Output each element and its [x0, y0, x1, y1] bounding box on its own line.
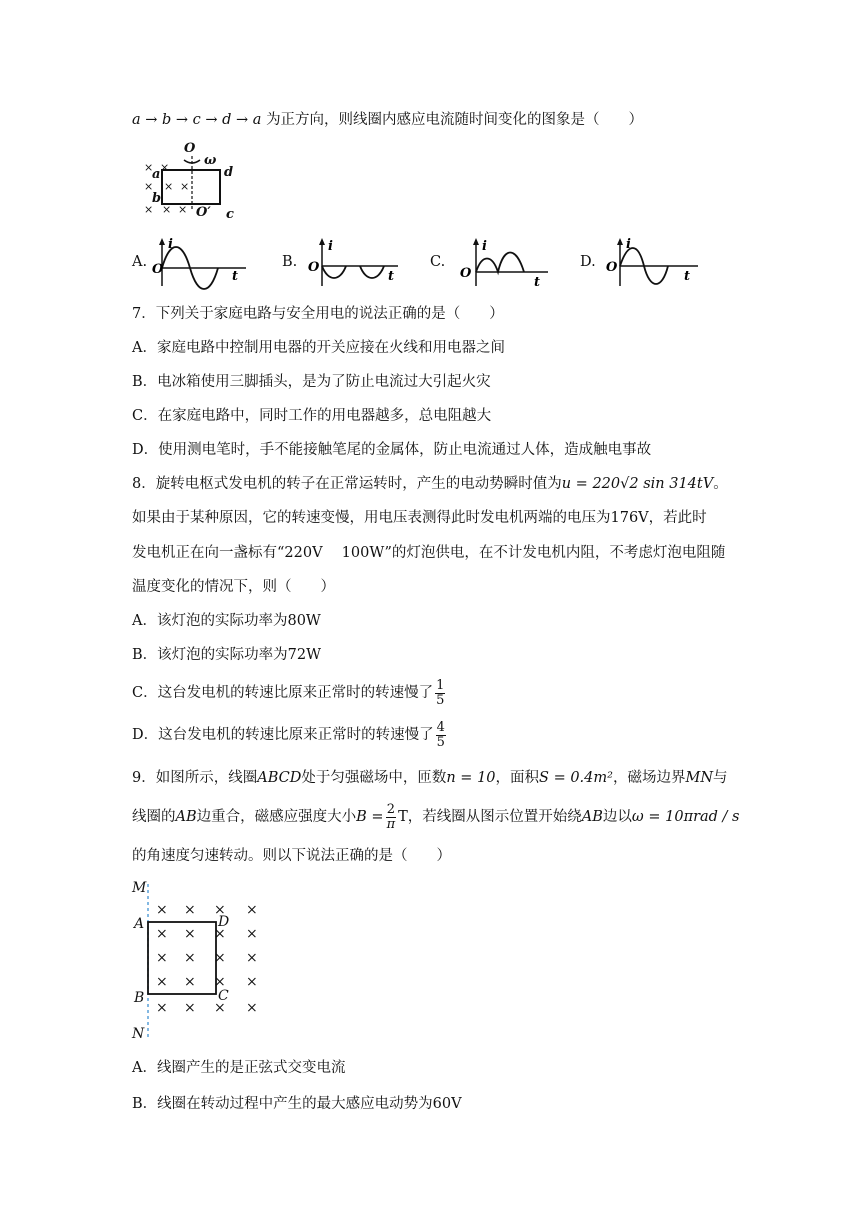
cross-mark: × [184, 1000, 196, 1016]
cross-mark: × [180, 180, 190, 193]
q8-line2: 如果由于某种原因，它的转速变慢，用电压表测得此时发电机两端的电压为176V，若此时 [132, 510, 707, 526]
option-label: D. [580, 254, 596, 270]
label-a: a [152, 167, 161, 182]
fraction: $\frac{4}{5}$ [436, 719, 445, 750]
svg-text:O: O [606, 260, 618, 275]
cross-mark: × [144, 180, 154, 193]
svg-text:O: O [460, 266, 472, 281]
q7-option-C[interactable]: C．在家庭电路中，同时工作的用电器越多，总电阻越大 [132, 408, 492, 424]
cross-mark: × [214, 950, 226, 966]
svg-text:i: i [328, 239, 333, 254]
q7-option-B[interactable]: B．电冰箱使用三脚插头，是为了防止电流过大引起火灾 [132, 374, 491, 390]
cross-mark: × [156, 1000, 168, 1016]
q8-formula: u = 220√2 sin 314tV [561, 476, 714, 492]
cross-mark: × [184, 950, 196, 966]
q8-line1 [132, 474, 728, 494]
cross-mark: × [184, 902, 196, 918]
graph-C [454, 236, 554, 290]
q6-stem-text: 为正方向，则线圈内感应电流随时间变化的图象是（ ） [266, 112, 644, 128]
q8-option-C[interactable] [132, 676, 447, 710]
q9-option-A[interactable]: A．线圈产生的是正弦式交变电流 [132, 1060, 346, 1076]
cross-mark: × [144, 161, 154, 174]
svg-text:O: O [152, 262, 164, 277]
svg-text:i: i [168, 237, 173, 252]
curve-B [322, 266, 384, 278]
label-A: A [134, 916, 145, 932]
cross-mark: × [246, 950, 258, 966]
svg-text:i: i [482, 239, 487, 254]
cross-mark: × [246, 1000, 258, 1016]
cross-mark: × [214, 902, 226, 918]
q6-coil-figure [140, 138, 250, 220]
option-label: A. [132, 254, 148, 270]
q8-text: 8．旋转电枢式发电机的转子在正常运转时，产生的电动势瞬时值为 [132, 476, 562, 492]
cross-mark: × [156, 950, 168, 966]
label-M: M [132, 880, 147, 896]
q8-line4: 温度变化的情况下，则（ ） [132, 579, 335, 595]
cross-mark: × [144, 203, 154, 216]
cross-mark: × [156, 974, 168, 990]
q9-line3: 的角速度匀速转动。则以下说法正确的是（ ） [132, 848, 451, 864]
label-c: c [226, 207, 234, 220]
q9-option-B[interactable]: B．线圈在转动过程中产生的最大感应电动势为60V [132, 1096, 462, 1112]
option-label: B. [282, 254, 298, 270]
q9-coil-figure [128, 874, 268, 1044]
svg-text:t: t [232, 269, 239, 284]
label-C: C [218, 988, 229, 1004]
cross-mark: × [156, 926, 168, 942]
q8-option-D[interactable] [132, 718, 448, 752]
label-O: O [184, 141, 196, 156]
cross-mark: × [164, 180, 174, 193]
graph-A [152, 236, 252, 290]
cross-mark: × [246, 902, 258, 918]
label-d: d [224, 165, 234, 180]
label-O-prime: O′ [196, 205, 211, 220]
label-D: D [218, 914, 230, 930]
cross-mark: × [162, 203, 172, 216]
q7-option-A[interactable]: A．家庭电路中控制用电器的开关应接在火线和用电器之间 [132, 340, 505, 356]
q7-stem: 7．下列关于家庭电路与安全用电的说法正确的是（ ） [132, 306, 504, 322]
svg-text:t: t [684, 269, 691, 284]
q8-option-B[interactable]: B．该灯泡的实际功率为72W [132, 647, 322, 663]
svg-text:O: O [308, 260, 320, 275]
cross-mark: × [184, 974, 196, 990]
label-B: B [134, 990, 145, 1006]
cross-mark: × [246, 926, 258, 942]
cross-mark: × [156, 902, 168, 918]
svg-text:t: t [388, 269, 395, 284]
label-N: N [132, 1026, 145, 1042]
option-text: C．这台发电机的转速比原来正常时的转速慢了 [132, 685, 434, 701]
q7-option-D[interactable]: D．使用测电笔时，手不能接触笔尾的金属体，防止电流通过人体，造成触电事故 [132, 442, 652, 458]
cross-mark: × [184, 926, 196, 942]
option-label: C. [430, 254, 446, 270]
cross-mark: × [214, 974, 226, 990]
svg-text:t: t [534, 275, 541, 290]
cross-mark: × [214, 1000, 226, 1016]
option-text: D．这台发电机的转速比原来正常时的转速慢了 [132, 727, 434, 743]
q8-option-A[interactable]: A．该灯泡的实际功率为80W [132, 613, 321, 629]
q8-text: 。 [713, 476, 728, 492]
q6-direction-math: a → b → c → d → a [132, 112, 262, 128]
fraction: $\frac{1}{5}$ [436, 677, 445, 708]
cross-mark: × [178, 203, 188, 216]
svg-text:i: i [626, 237, 631, 252]
fraction: $\frac{2}{\pi}$ [386, 801, 396, 832]
label-b: b [152, 191, 162, 206]
graph-B [304, 236, 404, 290]
cross-mark: × [246, 974, 258, 990]
cross-mark: × [160, 161, 170, 174]
q9-line1: 9．如图所示，线圈ABCD处于匀强磁场中，匝数n = 10，面积S = 0.4m²，磁场边界MN与 [132, 770, 728, 786]
q8-line3: 发电机正在向一盏标有“220V 100W”的灯泡供电，在不计发电机内阻，不考虑灯泡电阻随 [132, 545, 726, 561]
cross-mark: × [214, 926, 226, 942]
curve-C [476, 253, 524, 273]
graph-D [604, 236, 704, 290]
q9-line2: 线圈的AB边重合，磁感应强度大小B = $\frac{2}{\pi}$ T，若线圈从图示位置开始绕AB边以ω = 10πrad / s [132, 801, 740, 832]
label-omega: ω [204, 153, 217, 168]
q6-stem [132, 110, 643, 130]
